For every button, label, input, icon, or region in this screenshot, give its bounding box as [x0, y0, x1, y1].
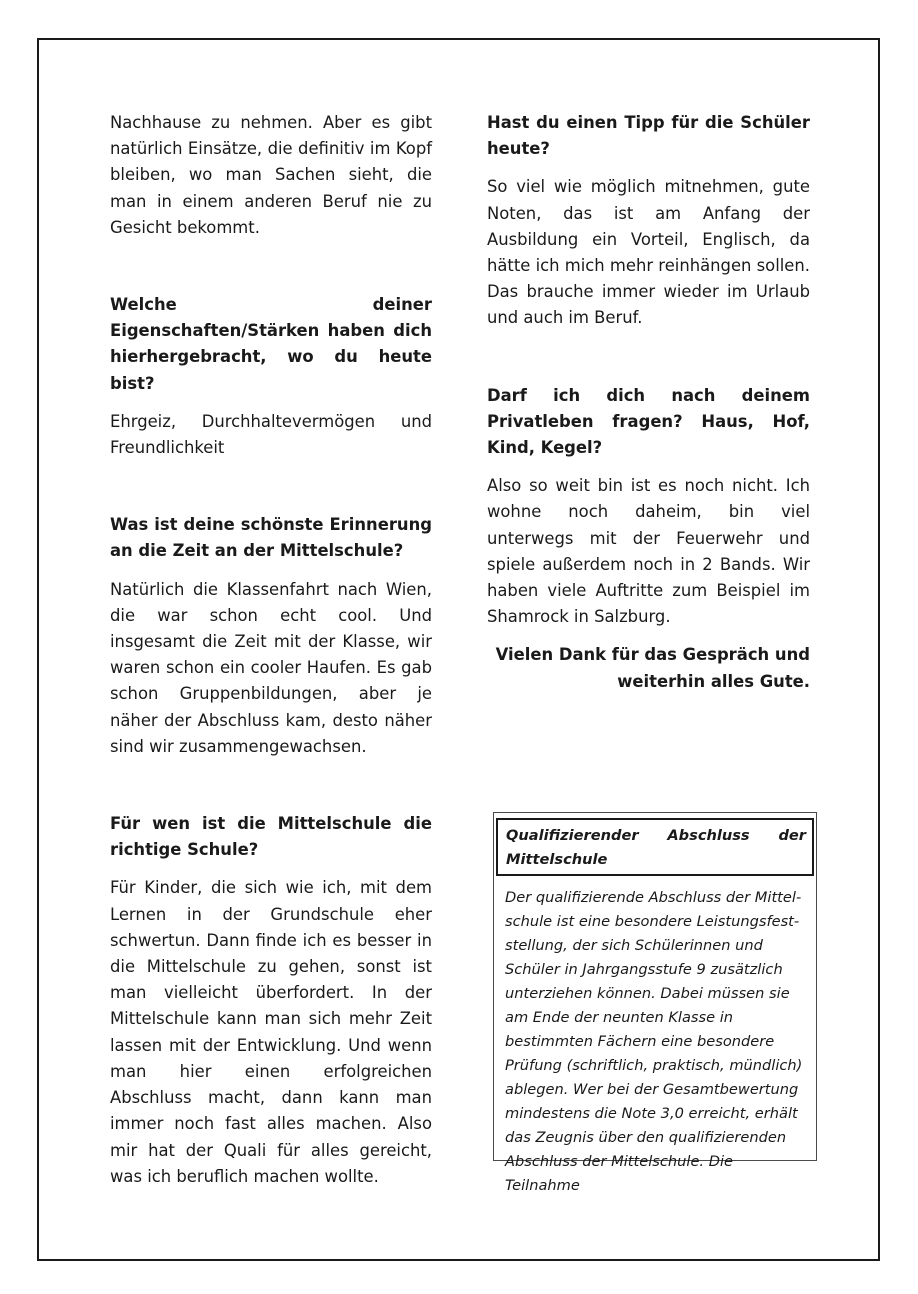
closing-thanks: Vielen Dank für das Gespräch und weiterhin alles Gute. — [495, 645, 810, 691]
question-private-life: Darf ich dich nach deinem Privatleben fragen? Haus, Hof, Kind, Kegel? — [487, 385, 810, 458]
info-box — [493, 812, 817, 1194]
question-memory: Was ist deine schönste Erinnerung an die Zeit an der Mittelschule? — [110, 515, 432, 561]
info-box-body: Der qualifizierende Abschluss der Mittelschule ist eine besondere Leistungsfeststellung, der sich Schülerinnen und Schüler in Jahrgangsstufe 9 zusätzlich unterziehen können. Dabei müssen sie am Ende der neunten Klasse in bestimmten Fächern eine besondere Prüfung (schriftlich, praktisch, mündlich) ablegen. Wer bei der Gesamtbewertung mindestens die Note 3,0 erreicht, erhält das Zeugnis über den qualifizierenden Abschluss der Mittelschule. Die Teilnahme — [505, 889, 803, 1194]
question-strengths: Welche deiner Eigenschaften/Stärken haben dich hierhergebracht, wo du heute bist? — [110, 295, 432, 393]
answer-target-group: Für Kinder, die sich wie ich, mit dem Lernen in der Grundschule eher schwertun. Dann finde ich es besser in die Mittelschule zu gehen, sonst ist man vielleicht überfordert. In der Mittelschule kann man sich mehr Zeit lassen mit der Entwicklung. Und wenn man hier einen erfolgreichen Abschluss macht, dann kann man immer noch fast alles machen. Also mir hat der Quali für alles gereicht, was ich beruflich machen wollte. — [110, 878, 432, 1186]
left-column — [110, 110, 432, 1190]
info-box-title: Qualifizierender Abschluss der Mittelschule — [496, 818, 814, 876]
right-column — [487, 110, 810, 695]
question-tip: Hast du einen Tipp für die Schüler heute? — [487, 113, 810, 159]
question-target-group: Für wen ist die Mittelschule die richtige Schule? — [110, 814, 432, 860]
answer-private-life: Also so weit bin ist es noch nicht. Ich wohne noch daheim, bin viel unterwegs mit der Feuerwehr und spiele außerdem noch in 2 Bands. Wir haben viele Auftritte zum Beispiel im Shamrock in Salzburg. — [487, 476, 810, 627]
answer-tip: So viel wie möglich mitnehmen, gute Noten, das ist am Anfang der Ausbildung ein Vorteil, Englisch, da hätte ich mich mehr reinhängen sollen. Das brauche immer wieder im Urlaub und auch im Beruf. — [487, 177, 810, 328]
intro-paragraph: Nachhause zu nehmen. Aber es gibt natürlich Einsätze, die definitiv im Kopf bleiben, wo man Sachen sieht, die man in einem anderen Beruf nie zu Gesicht bekommt. — [110, 113, 432, 237]
answer-memory: Natürlich die Klassenfahrt nach Wien, die war schon echt cool. Und insgesamt die Zeit mit der Klasse, wir waren schon ein cooler Haufen. Es gab schon Gruppenbildungen, aber je näher der Abschluss kam, desto näher sind wir zusammengewachsen. — [110, 579, 432, 756]
answer-strengths: Ehrgeiz, Durchhaltevermögen und Freundlichkeit — [110, 411, 432, 458]
